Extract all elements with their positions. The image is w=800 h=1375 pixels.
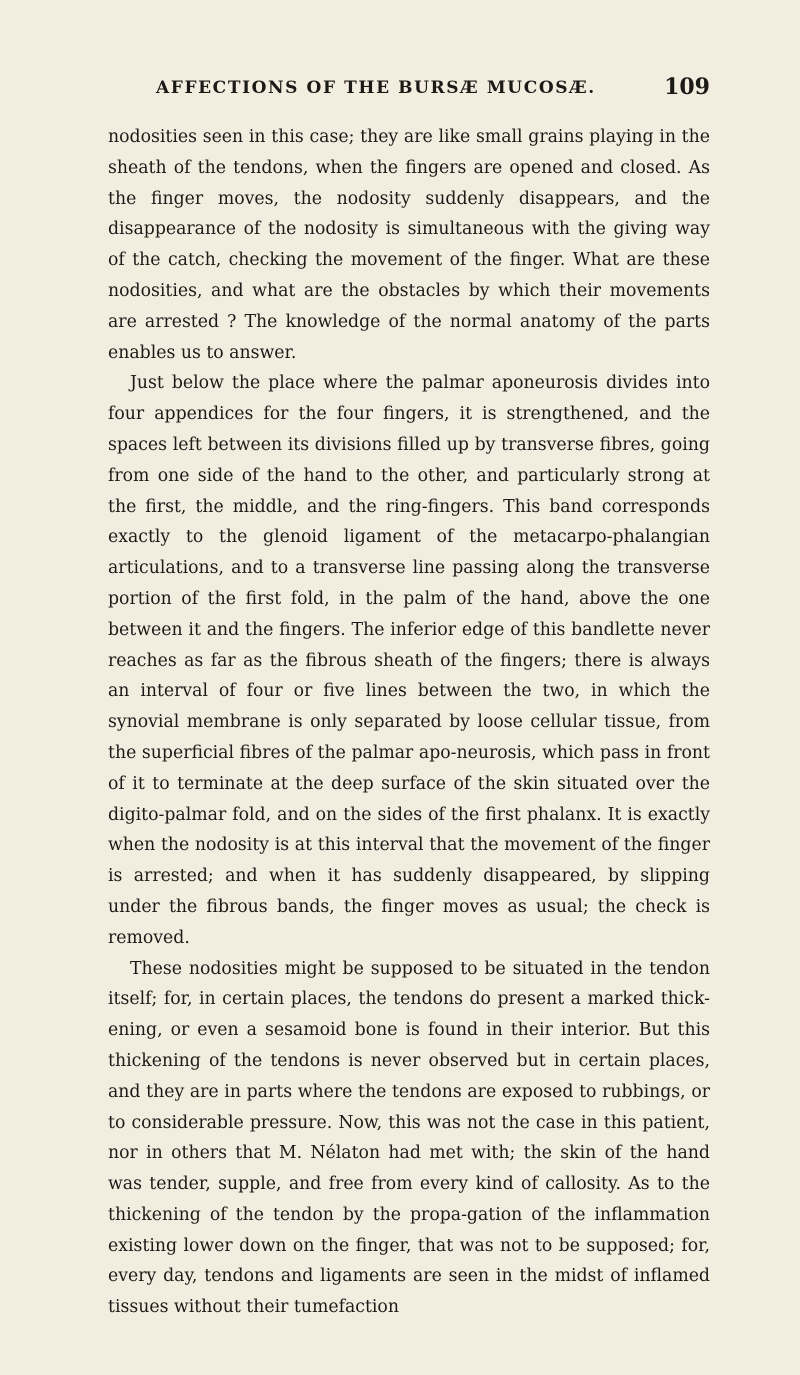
page-number: 109 (664, 74, 710, 100)
running-title: AFFECTIONS OF THE BURSÆ MUCOSÆ. (156, 78, 596, 98)
paragraph: Just below the place where the palmar aponeurosis divides into four appendices for the four fingers, it is strengthened, and the spaces left between its divisions filled up by transverse fibres, going from one side of the hand to the other, and particularly strong at the first, the middle, and the ring-fingers. This band corresponds exactly to the glenoid ligament of the metacarpo-phalangian articulations, and to a transverse line passing along the transverse portion of the first fold, in the palm of the hand, above the one between it and the fingers. The inferior edge of this bandlette never reaches as far as the fibrous sheath of the fingers; there is always an interval of four or five lines between the two, in which the synovial membrane is only separated by loose cellular tissue, from the superficial fibres of the palmar apo-neurosis, which pass in front of it to terminate at the deep surface of the skin situated over the digito-palmar fold, and on the sides of the first phalanx. It is exactly when the nodosity is at this interval that the movement of the finger is arrested; and when it has suddenly disappeared, by slipping under the fibrous bands, the finger moves as usual; the check is removed. (108, 373, 710, 948)
paragraph: These nodosities might be supposed to be situated in the tendon itself; for, in certain places, the tendons do present a marked thick-ening, or even a sesamoid bone is found in their interior. But this thickening of the tendons is never observed but in certain places, and they are in parts where the tendons are exposed to rubbings, or to considerable pressure. Now, this was not the case in this patient, nor in others that M. Nélaton had met with; the skin of the hand was tender, supple, and free from every kind of callosity. As to the thickening of the tendon by the propa-gation of the inflammation existing lower down on the finger, that was not to be supposed; for, every day, tendons and ligaments are seen in the midst of inflamed tissues without their tumefaction (108, 958, 710, 1318)
paragraph: nodosities seen in this case; they are like small grains playing in the sheath of the tendons, when the fingers are opened and closed. As the finger moves, the nodosity suddenly disappears, and the disappearance of the nodosity is simultaneous with the giving way of the catch, checking the movement of the finger. What are these nodosities, and what are the obstacles by which their movements are arrested ? The knowledge of the normal anatomy of the parts enables us to answer. (108, 127, 710, 363)
body-text (108, 122, 710, 1323)
running-head (108, 74, 710, 108)
